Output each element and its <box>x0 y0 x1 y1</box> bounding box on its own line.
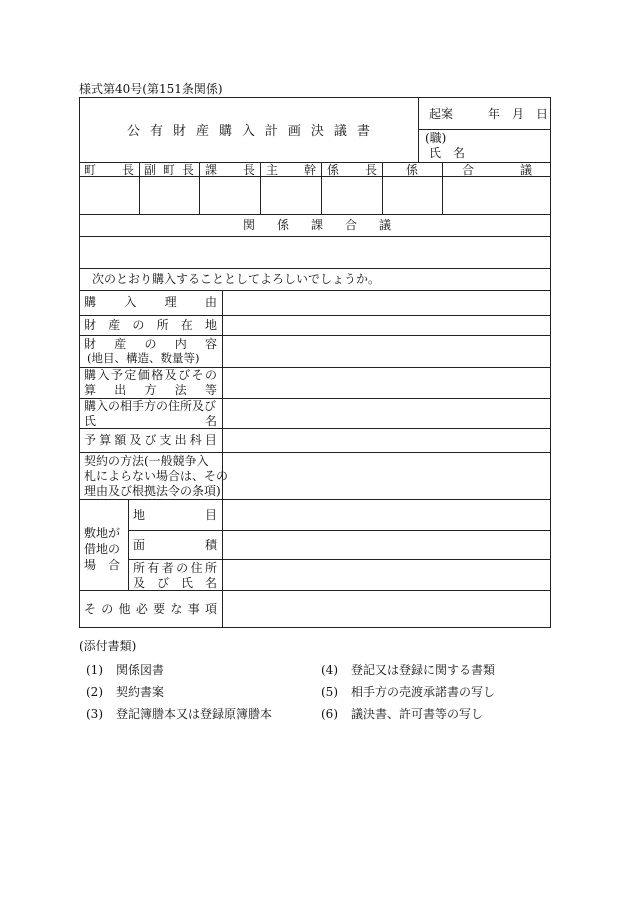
attachment-number: (2) <box>86 685 103 699</box>
rule <box>79 335 551 336</box>
attachment-item: 関係図書 <box>116 663 165 677</box>
row-label-property-location: 財 産 の 所 在 地 <box>84 318 217 332</box>
draft-label: 起案 <box>429 107 454 121</box>
attachment-number: (5) <box>321 685 338 699</box>
approval-header-supervisor: 主 幹 <box>266 163 316 177</box>
rule <box>418 129 551 130</box>
draft-month-label: 月 <box>512 107 525 121</box>
attachment-number: (4) <box>321 663 338 677</box>
row-label-counterparty-name-2: 名 <box>205 414 218 428</box>
draft-year-label: 年 <box>488 107 501 121</box>
rule <box>79 367 551 368</box>
rule <box>199 162 200 214</box>
row-label-land-category: 地 目 <box>133 508 217 522</box>
attachment-item: 登記簿謄本又は登録原簿謄本 <box>116 707 273 721</box>
form-title: 公 有 財 産 購 入 計 画 決 議 書 <box>127 124 371 139</box>
attachment-item: 登記又は登録に関する書類 <box>351 663 496 677</box>
name-label-1: 氏 <box>429 146 442 160</box>
approval-header-consultation: 合 議 <box>462 163 532 177</box>
row-label-planned-price: 購 入 予 定 価 格 及 び そ の <box>84 368 217 382</box>
row-label-counterparty: 購入の相手方の住所及び <box>84 399 217 413</box>
position-label: (職) <box>425 131 447 145</box>
rule <box>128 559 551 560</box>
row-label-contract-method-2: 札によらない場合は、その <box>84 469 229 483</box>
approval-statement: 次のとおり購入することとしてよろしいでしょうか。 <box>92 272 381 286</box>
row-label-leased-land-1: 敷地が <box>84 526 121 540</box>
row-label-owner-address: 所 有 者 の 住 所 <box>133 561 217 575</box>
rule <box>79 268 551 269</box>
row-label-contract-method-1: 契約の方法(一般競争入 <box>84 454 209 468</box>
rule <box>321 162 322 214</box>
rule <box>260 162 261 214</box>
rule <box>128 530 551 531</box>
row-label-budget: 予 算 額 及 び 支 出 科 目 <box>84 433 217 447</box>
form-number-label: 様式第40号(第151条関係) <box>79 82 223 96</box>
rule <box>79 499 551 500</box>
attachment-number: (3) <box>86 707 103 721</box>
rule <box>382 162 383 214</box>
rule <box>79 236 551 237</box>
rule <box>79 290 551 291</box>
row-label-leased-land-2: 借地の <box>84 542 121 556</box>
rule <box>442 162 443 214</box>
attachment-number: (6) <box>321 707 338 721</box>
row-label-counterparty-name-1: 氏 <box>84 414 97 428</box>
rule <box>79 214 551 215</box>
approval-header-section-chief: 課 長 <box>205 163 255 177</box>
rule <box>139 162 140 214</box>
approval-header-staff: 係 <box>406 163 419 177</box>
row-label-calculation-method: 算 出 方 法 等 <box>84 383 217 397</box>
attachment-item: 議決書、許可書等の写し <box>351 707 484 721</box>
rule <box>128 499 129 590</box>
attachments-heading: (添付書類) <box>79 639 137 653</box>
row-label-owner-name: 及 び 氏 名 <box>133 576 217 590</box>
row-label-contract-method-3: 理由及び根拠法令の条項) <box>84 484 221 498</box>
row-label-purchase-reason: 購 入 理 由 <box>84 295 217 309</box>
rule <box>222 290 223 628</box>
draft-day-label: 日 <box>536 107 549 121</box>
approval-header-unit-chief: 係 長 <box>327 163 377 177</box>
row-label-property-contents-note: (地目、構造、数量等) <box>87 351 200 365</box>
attachment-item: 契約書案 <box>116 685 165 699</box>
approval-header-mayor: 町 長 <box>84 163 134 177</box>
rule <box>79 315 551 316</box>
related-section-consultation-label: 関 係 課 合 議 <box>243 218 391 232</box>
attachment-number: (1) <box>86 663 103 677</box>
rule <box>418 97 419 162</box>
rule <box>79 428 551 429</box>
name-label-2: 名 <box>453 146 466 160</box>
rule <box>79 452 551 453</box>
row-label-other-matters: そ の 他 必 要 な 事 項 <box>84 602 217 616</box>
attachment-item: 相手方の売渡承諾書の写し <box>351 685 496 699</box>
row-label-leased-land-3: 場 合 <box>84 558 120 572</box>
rule <box>79 590 551 591</box>
approval-header-deputy-mayor: 副 町 長 <box>144 163 194 177</box>
row-label-property-contents: 財 産 の 内 容 <box>84 337 217 351</box>
row-label-area: 面 積 <box>133 538 217 552</box>
